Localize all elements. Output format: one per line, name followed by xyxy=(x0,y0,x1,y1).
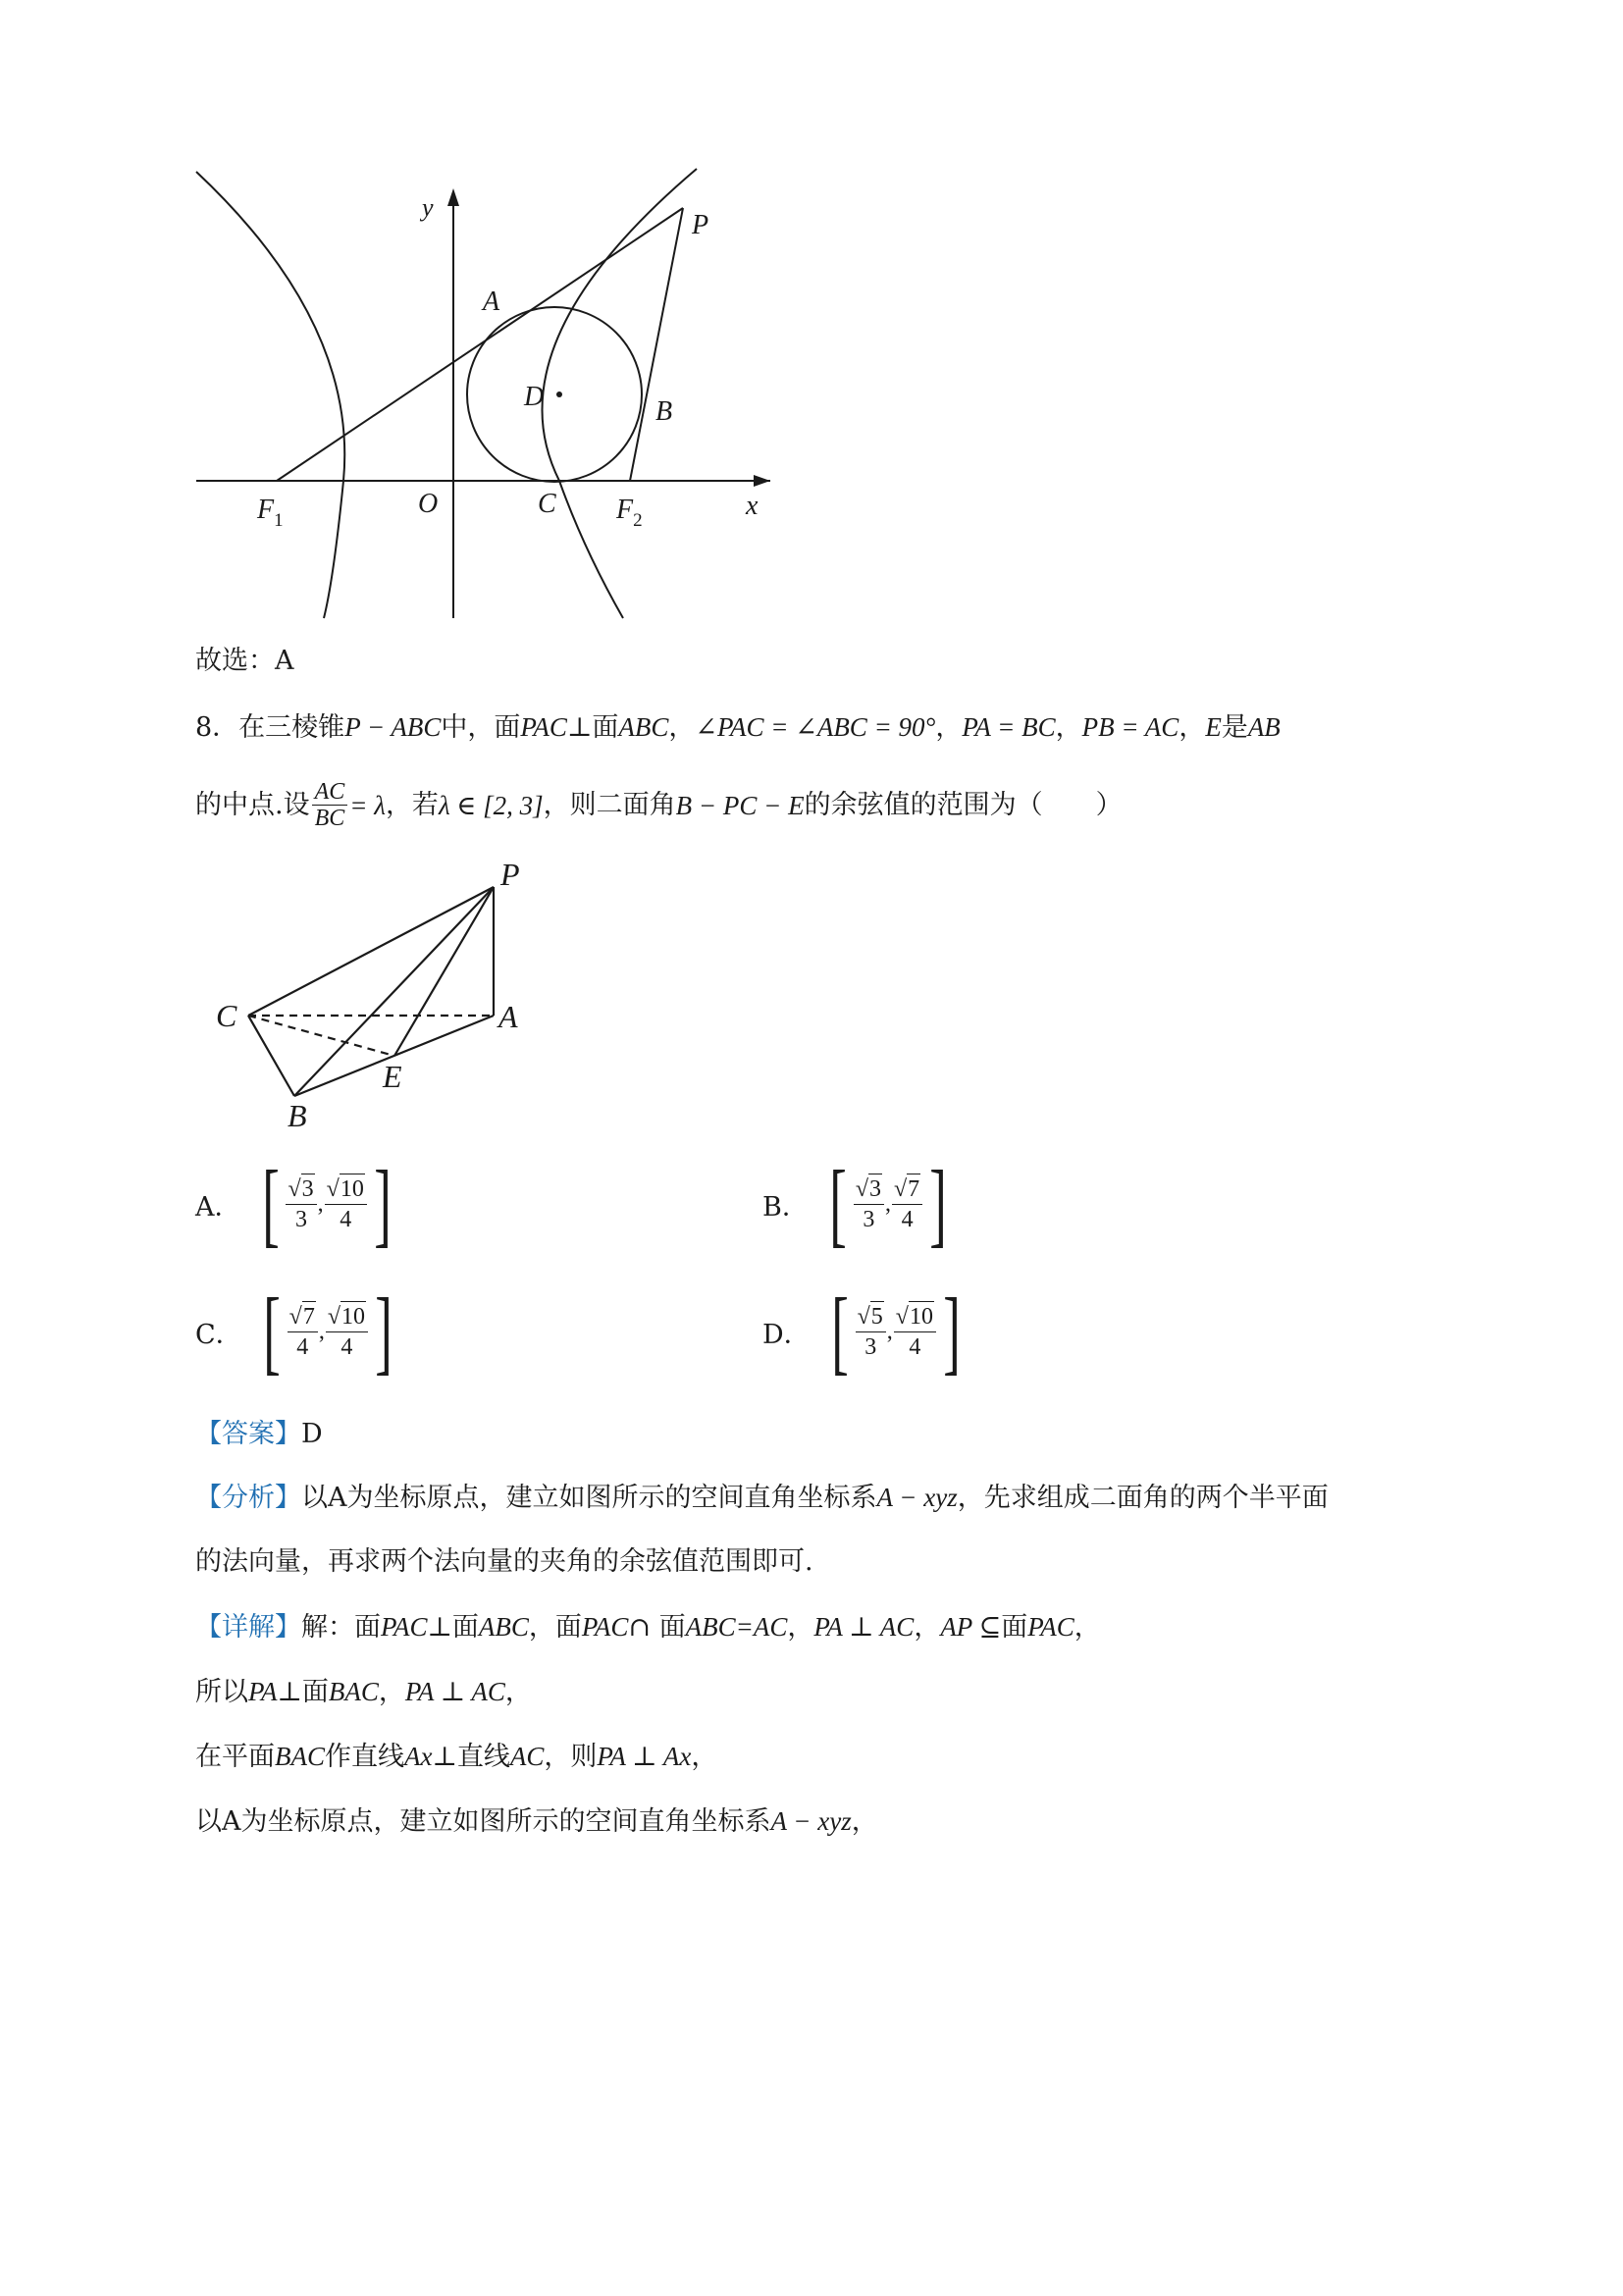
option-C[interactable]: C． [ √7 4 , √10 4 ] xyxy=(195,1278,393,1383)
hyperbola-figure xyxy=(186,167,795,628)
hyperbola-left-branch xyxy=(196,172,344,618)
label-F2: $F_2$ xyxy=(616,495,643,531)
label-B: B xyxy=(288,1098,307,1133)
pyramid-figure xyxy=(201,854,554,1138)
answer-value: D xyxy=(301,1419,323,1449)
label-A: A xyxy=(498,999,518,1034)
label-B: B xyxy=(655,396,673,427)
label-P: P xyxy=(500,857,520,892)
detail-line-4: 以A为坐标原点，建立如图所示的空间直角坐标系A − xyz， xyxy=(195,1806,878,1837)
label-C: C xyxy=(216,998,237,1033)
question-line-2: 的中点.设 $\frac{AC}{BC}$ = λ ，若 λ ∈ [2, 3] ，则二面角 B − PC − E 的余弦值的范围为（ ） xyxy=(195,779,1123,831)
detail-line-1: 【详解】解：面PAC⊥面ABC，面PAC∩ 面ABC=AC，PA ⊥ AC，AP ⊆面PAC， xyxy=(195,1612,1101,1643)
analysis-line-1: 【分析】以A为坐标原点，建立如图所示的空间直角坐标系A − xyz，先求组成二面角的两个半平面 xyxy=(195,1483,1329,1513)
option-B[interactable]: B． [ √3 3 , √7 4 ] xyxy=(762,1151,947,1256)
option-D[interactable]: D． [ √5 3 , √10 4 ] xyxy=(762,1278,961,1383)
analysis-line-2: 的法向量，再求两个法向量的夹角的余弦值范围即可. xyxy=(195,1546,813,1577)
detail-line-3: 在平面BAC作直线Ax⊥直线AC，则PA ⊥ Ax， xyxy=(195,1742,718,1772)
segment-PF2 xyxy=(630,208,683,481)
edge-CB xyxy=(248,1016,294,1096)
hyperbola-right-branch xyxy=(543,169,698,618)
ratio-fraction: $\frac{AC}{BC}$ xyxy=(312,779,348,831)
label-D: D xyxy=(524,382,545,412)
label-O: O xyxy=(418,489,439,519)
analysis-tag: 【分析】 xyxy=(195,1483,301,1513)
label-A: A xyxy=(483,287,500,317)
label-y: y xyxy=(422,193,434,222)
edge-CE-hidden xyxy=(248,1016,394,1056)
label-x: x xyxy=(746,491,759,521)
detail-line-2: 所以PA⊥面BAC，PA ⊥ AC， xyxy=(195,1677,532,1707)
label-E: E xyxy=(383,1059,402,1094)
question-line-1: 8．在三棱锥P − ABC中，面PAC⊥面ABC，∠PAC = ∠ABC = 90°，PA = BC，PB = AC，E是AB xyxy=(195,712,1281,743)
inscribed-circle xyxy=(467,307,642,482)
center-point xyxy=(556,391,562,397)
detail-tag: 【详解】 xyxy=(195,1612,301,1643)
label-F1: $F_1$ xyxy=(257,495,284,531)
previous-answer: 故选：A xyxy=(195,646,294,676)
option-A[interactable]: A． [ √3 3 , √10 4 ] xyxy=(195,1151,392,1256)
answer-tag: 【答案】 xyxy=(195,1419,301,1449)
label-P: P xyxy=(692,210,709,240)
label-C: C xyxy=(538,489,556,519)
answer-line xyxy=(195,1417,323,1452)
